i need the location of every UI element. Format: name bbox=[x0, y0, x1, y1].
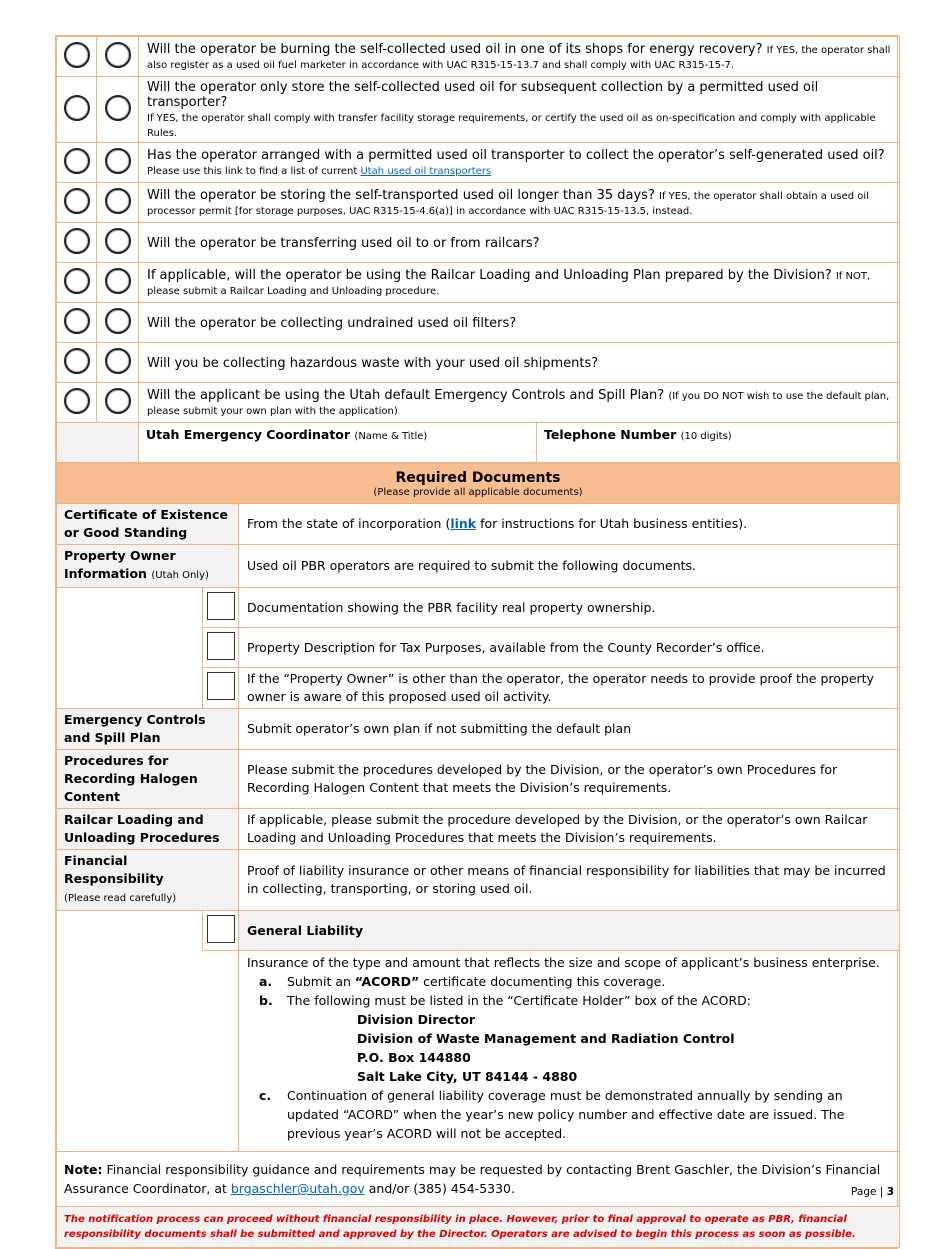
yes-radio[interactable] bbox=[64, 308, 90, 334]
yes-radio[interactable] bbox=[64, 42, 90, 68]
owner-item: Documentation showing the PBR facility real property ownership. bbox=[57, 588, 900, 628]
note-row: Note: Financial responsibility guidance and requirements may be requested by contacting Brent Gaschler, the Division’s Financial Assurance Coordinator, at brgaschler@utah.gov and/or (385) 454-5330. bbox=[57, 1152, 900, 1207]
incorporation-link[interactable]: link bbox=[450, 516, 477, 531]
phone-field[interactable]: Telephone Number (10 digits) bbox=[537, 423, 900, 463]
checkbox[interactable] bbox=[207, 672, 235, 700]
questions-table bbox=[56, 36, 900, 463]
transporters-link[interactable]: Utah used oil transporters bbox=[360, 166, 492, 177]
yes-radio[interactable] bbox=[64, 188, 90, 214]
no-radio[interactable] bbox=[105, 348, 131, 374]
general-liability-details: Insurance of the type and amount that reflects the size and scope of applicant’s business enterprise. a. Submit an “ACORD” certificate documenting this coverage. b. The following must be listed in the “Certificate Holder” box of the ACORD: Division Director Division of Waste Management and Radiation Control P.O. Box 144880 Salt Lake City, UT 84144 - 4880 c. Continuation of general liability coverage must be demonstrated annually by sending an updated “ACORD” when the year’s new policy number and effective date are issued. The previous year’s ACORD will not be accepted. bbox=[57, 951, 900, 1152]
question-text: Has the operator arranged with a permitted used oil transporter to collect the operator’s self-generated used oil? Please use this link to find a list of current Utah used oil transporters bbox=[139, 143, 900, 183]
yes-radio[interactable] bbox=[64, 388, 90, 414]
email-link[interactable]: brgaschler@utah.gov bbox=[230, 1181, 365, 1196]
warning-row: The notification process can proceed without financial responsibility in place. However, prior to final approval to operate as PBR, financial responsibility documents shall be submitted and approved by the Director. Operators are advised to begin this process as soon as possible. bbox=[57, 1207, 900, 1248]
question-row bbox=[57, 183, 900, 223]
no-radio[interactable] bbox=[105, 148, 131, 174]
coordinator-row bbox=[57, 423, 900, 463]
yes-radio[interactable] bbox=[64, 348, 90, 374]
no-radio[interactable] bbox=[105, 308, 131, 334]
yes-radio[interactable] bbox=[64, 228, 90, 254]
question-text: Will the operator be transferring used oil to or from railcars? bbox=[139, 223, 900, 263]
owner-item: If the “Property Owner” is other than the operator, the operator needs to provide proof the property owner is aware of this proposed used oil activity. bbox=[57, 668, 900, 709]
yes-radio[interactable] bbox=[64, 268, 90, 294]
checkbox[interactable] bbox=[207, 592, 235, 620]
question-text: If applicable, will the operator be using the Railcar Loading and Unloading Plan prepared by the Division? If NOT, please submit a Railcar Loading and Unloading procedure. bbox=[139, 263, 900, 303]
checkbox[interactable] bbox=[207, 915, 235, 943]
question-row bbox=[57, 143, 900, 183]
doc-row-halogen: Procedures for Recording Halogen Content Please submit the procedures developed by the Division, or the operator’s own Procedures for Recording Halogen Content that meets the Division’s requirements. bbox=[57, 750, 900, 809]
question-row bbox=[57, 303, 900, 343]
no-radio[interactable] bbox=[105, 42, 131, 68]
address-line: Division Director bbox=[357, 1012, 476, 1027]
doc-row-spill-plan: Emergency Controls and Spill Plan Submit operator’s own plan if not submitting the default plan bbox=[57, 709, 900, 750]
address-line: Salt Lake City, UT 84144 - 4880 bbox=[357, 1069, 578, 1084]
question-row bbox=[57, 223, 900, 263]
question-row bbox=[57, 37, 900, 77]
address-line: P.O. Box 144880 bbox=[357, 1050, 471, 1065]
no-radio[interactable] bbox=[105, 228, 131, 254]
question-text: Will the operator be storing the self-transported used oil longer than 35 days? If YES, the operator shall obtain a used oil processor permit [for storage purposes, UAC R315-15-4.6(a)] in accordance with UAC R315-15-13.5, instead. bbox=[139, 183, 900, 223]
required-documents-header: Required Documents (Please provide all applicable documents) bbox=[57, 464, 900, 504]
no-radio[interactable] bbox=[105, 188, 131, 214]
question-row bbox=[57, 77, 900, 143]
question-text: Will the operator be burning the self-collected used oil in one of its shops for energy recovery? If YES, the operator shall also register as a used oil fuel marketer in accordance with UAC R315-15-13.7 and shall comply with UAC R315-15-7. bbox=[139, 37, 900, 77]
yes-radio[interactable] bbox=[64, 95, 90, 121]
form-frame bbox=[55, 35, 898, 1249]
owner-item: Property Description for Tax Purposes, available from the County Recorder’s office. bbox=[57, 628, 900, 668]
question-text: Will the applicant be using the Utah default Emergency Controls and Spill Plan? (If you DO NOT wish to use the default plan, please submit your own plan with the application) bbox=[139, 383, 900, 423]
documents-table bbox=[56, 463, 900, 1248]
no-radio[interactable] bbox=[105, 268, 131, 294]
doc-row-property-owner: Property Owner Information (Utah Only) Used oil PBR operators are required to submit the following documents. bbox=[57, 545, 900, 588]
question-row bbox=[57, 383, 900, 423]
general-liability-row: General Liability bbox=[57, 911, 900, 951]
page-number: Page | 3 bbox=[851, 1186, 894, 1198]
no-radio[interactable] bbox=[105, 95, 131, 121]
no-radio[interactable] bbox=[105, 388, 131, 414]
checkbox[interactable] bbox=[207, 632, 235, 660]
question-row bbox=[57, 263, 900, 303]
doc-row-certificate: Certificate of Existence or Good Standing From the state of incorporation (link for instructions for Utah business entities). bbox=[57, 504, 900, 545]
doc-row-financial: Financial Responsibility (Please read carefully) Proof of liability insurance or other means of financial responsibility for liabilities that may be incurred in collecting, transporting, or storing used oil. bbox=[57, 850, 900, 911]
doc-row-railcar: Railcar Loading and Unloading Procedures If applicable, please submit the procedure developed by the Division, or the operator’s own Railcar Loading and Unloading Procedures that meets the Division’s requirements. bbox=[57, 809, 900, 850]
question-text: Will the operator be collecting undrained used oil filters? bbox=[139, 303, 900, 343]
question-text: Will the operator only store the self-collected used oil for subsequent collection by a permitted used oil transporter? If YES, the operator shall comply with transfer facility storage requirements, or certify the used oil as on-specification and comply with applicable Rules. bbox=[139, 77, 900, 143]
question-text: Will you be collecting hazardous waste with your used oil shipments? bbox=[139, 343, 900, 383]
yes-radio[interactable] bbox=[64, 148, 90, 174]
coordinator-field[interactable]: Utah Emergency Coordinator (Name & Title) bbox=[139, 423, 537, 463]
address-line: Division of Waste Management and Radiation Control bbox=[357, 1031, 735, 1046]
question-row bbox=[57, 343, 900, 383]
